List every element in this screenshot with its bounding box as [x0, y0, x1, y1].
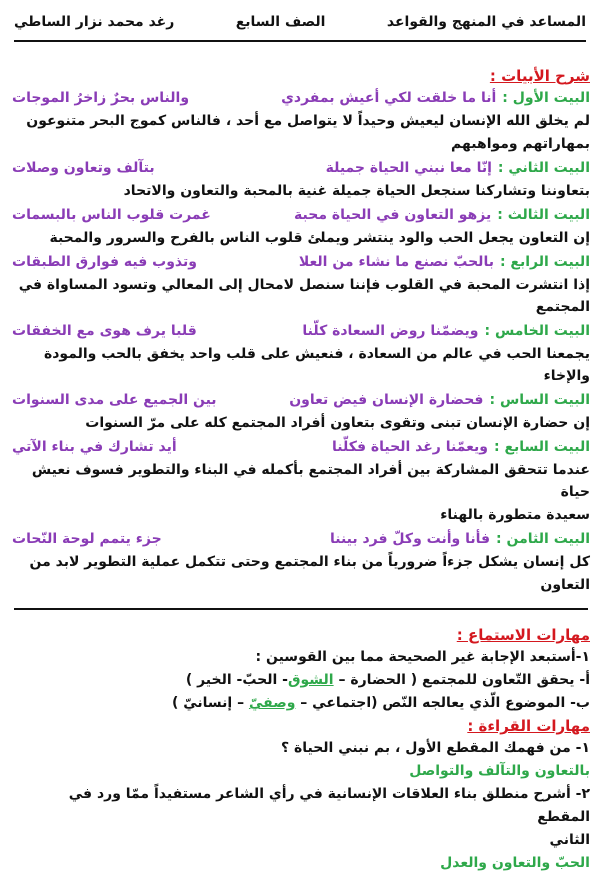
verse-row [12, 250, 590, 274]
option-a-highlight: الشوق [288, 672, 334, 688]
verses-list [12, 86, 590, 596]
verse-hemistich-first: بالحبّ نصنع ما نشاء من العلا [298, 254, 494, 270]
header-rule [14, 40, 586, 42]
verse-hemistich-second: والناس بحرٌ زاخرُ الموجات [12, 90, 190, 106]
verse-explanation: بتعاوننا وتشاركنا سنجعل الحياة جميلة غنية بالمحبة والتعاون والاتحاد [123, 183, 590, 199]
verse-label: البيت السابع : [493, 439, 590, 455]
option-b-suffix: – إنسانيّ ) [171, 695, 249, 711]
verse-explanation: إن حضارة الإنسان تبنى وتقوى بتعاون أفراد المجتمع كله على مرّ السنوات [85, 415, 590, 431]
reading-title: مهارات القراءة : [467, 717, 590, 735]
reading-question-2-line: ٢- أشرح منطلق بناء العلاقات الإنسانية في رأي الشاعر مستفيداً ممّا ورد في المقطع [68, 786, 590, 825]
verse-row [12, 203, 590, 227]
grade-label: الصف السابع [235, 14, 326, 30]
subject-title: المساعد في المنهج والقواعد [386, 14, 586, 30]
verse-label: البيت الأول : [502, 90, 590, 106]
page-header [14, 10, 586, 34]
verse-hemistich-second: قلبا يرف هوى مع الخفقات [12, 323, 197, 339]
verse-label: البيت الرابع : [499, 254, 590, 270]
verse-hemistich-second: غمرت قلوب الناس بالبسمات [12, 207, 211, 223]
listening-section [12, 624, 590, 715]
verse-hemistich-first: أنا ما خلقت لكي أعيش بمفردي [281, 90, 497, 106]
option-b-prefix: ب- الموضوع الّذي يعالجه النّص (اجتماعي – [295, 695, 590, 711]
verse-hemistich-second: جزء يتمم لوحة النّحات [12, 531, 162, 547]
verse-explanation: التعاون [540, 577, 590, 593]
verse-hemistich-first: ويضمّنا روض السعادة كلّنا [302, 323, 479, 339]
verse-hemistich-first: فأنا وأنت وكلّ فرد بيننا [329, 531, 491, 547]
section-divider [14, 608, 588, 610]
verse-explanation: لم يخلق الله الإنسان ليعيش وحيداً لا يتواصل مع أحد ، فالناس كموج البحر متنوعون [26, 113, 590, 129]
reading-answer-2: الحبّ والتعاون والعدل [440, 855, 590, 871]
reading-question-2-line: الثاني [549, 832, 590, 848]
verse-label: البيت الثامن : [496, 531, 590, 547]
verse-explanation: بمهاراتهم ومواهبهم [451, 136, 590, 152]
verse-label: البيت الخامس : [484, 323, 590, 339]
verse-row [12, 319, 590, 343]
verse-row [12, 86, 590, 110]
listening-question-1: ١-أستبعد الإجابة غير الصحيحة مما بين القوسين : [255, 649, 590, 665]
option-a-prefix: أ- يحقق التّعاون للمجتمع ( الحضارة – [333, 672, 590, 688]
verse-label: البيت الثاني : [497, 160, 590, 176]
verse-label: البيت الثالث : [497, 207, 590, 223]
verse-hemistich-first: ويعمّنا رغد الحياة فكلّنا [332, 439, 488, 455]
verse-explanation: يجمعنا الحب في عالم من السعادة ، فنعيش على قلب واحد يخفق بالحب والمودة والإخاء [43, 346, 590, 384]
listening-title: مهارات الاستماع : [456, 626, 590, 644]
reading-section [12, 715, 590, 875]
verse-hemistich-second: أيد تشارك في بناء الآتي [12, 439, 177, 455]
verse-hemistich-first: فحضارة الإنسان فيض تعاون [289, 392, 484, 408]
verse-hemistich-first: يزهو التعاون في الحياة محبة [294, 207, 492, 223]
verse-explanation: إن التعاون يجعل الحب والود ينتشر ويملئ قلوب الناس بالفرح والسرور والمحبة [49, 230, 590, 246]
verses-section-title: شرح الأبيات : [489, 67, 590, 85]
verse-label: البيت الساس : [489, 392, 590, 408]
verse-hemistich-second: وتذوب فيه فوارق الطبقات [12, 254, 197, 270]
option-b-highlight: وصفيّ [248, 695, 296, 711]
verse-row [12, 156, 590, 180]
author-name: رغد محمد نزار الساطي [14, 14, 175, 30]
listening-option-b [12, 692, 590, 715]
verse-hemistich-second: بين الجميع على مدى السنوات [12, 392, 217, 408]
reading-question-1: ١- من فهمك المقطع الأول ، بم نبني الحياة ؟ [280, 740, 590, 756]
verse-hemistich-first: إنّا معا نبني الحياة جميلة [325, 160, 492, 176]
option-a-suffix: - الحبّ- الخير ) [185, 672, 288, 688]
reading-answer-1: بالتعاون والتآلف والتواصل [409, 763, 590, 779]
main-content [12, 66, 590, 875]
verse-row [12, 527, 590, 551]
verse-explanation: سعيدة متطورة بالهناء [440, 507, 590, 523]
verse-explanation: إذا انتشرت المحبة في القلوب فإننا سنصل لامحال إلى المعالي وتسود المساواة في المجتمع [18, 277, 590, 315]
verse-explanation: كل إنسان يشكل جزءاً ضرورياً من بناء المجتمع وحتى تتكمل عملية التطوير لابد من [29, 554, 590, 570]
verse-row [12, 435, 590, 459]
verse-row [12, 388, 590, 412]
verse-explanation: عندما تتحقق المشاركة بين أفراد المجتمع بأكمله في البناء والتطوير فسوف نعيش حياة [31, 462, 590, 500]
verse-hemistich-second: بتآلف وتعاون وصلات [12, 160, 155, 176]
listening-option-a [12, 669, 590, 692]
